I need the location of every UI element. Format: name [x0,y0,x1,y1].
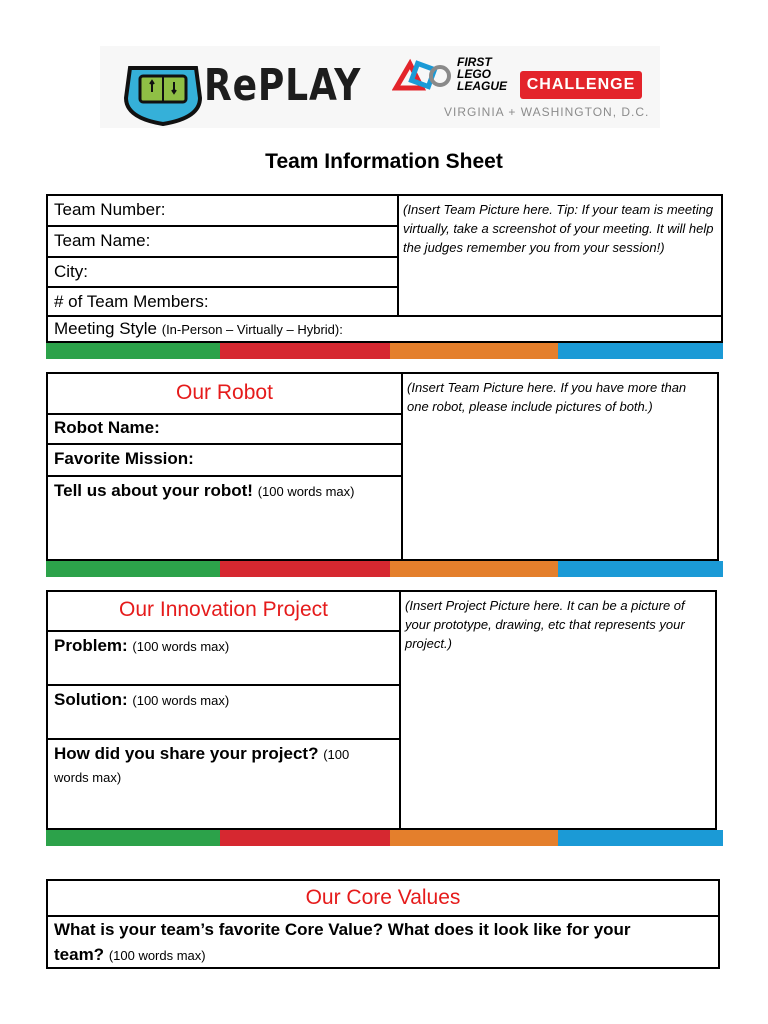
core-value-question-line2: team? [54,945,105,964]
replay-wordmark: RePLAY [204,60,362,111]
divider-blue-segment [558,561,723,577]
divider-orange-segment [390,830,558,846]
challenge-badge: CHALLENGE [520,71,642,99]
color-divider-1 [46,343,723,359]
core-value-field[interactable] [48,917,718,967]
robot-picture-area[interactable] [401,374,717,559]
divider-blue-segment [558,830,723,846]
divider-orange-segment [390,561,558,577]
robot-heading-cell [48,374,403,415]
team-info-table [46,194,723,343]
problem-field[interactable] [48,632,401,686]
replay-shield-logo [122,62,204,128]
meeting-style-label: Meeting Style [54,319,157,338]
share-project-label: How did you share your project? [54,744,319,763]
robot-description-label: Tell us about your robot! [54,481,253,500]
city-label: City: [54,262,88,281]
team-picture-area[interactable] [397,196,721,317]
favorite-mission-label: Favorite Mission: [54,449,194,468]
favorite-mission-field[interactable] [48,445,403,477]
divider-red-segment [220,343,390,359]
team-members-label: # of Team Members: [54,292,209,311]
region-label: VIRGINIA + WASHINGTON, D.C. [444,105,650,119]
problem-label: Problem: [54,636,128,655]
team-picture-note: (Insert Team Picture here. Tip: If your team is meeting virtually, take a screenshot of your meeting. It will help the judges remember you from your session!) [403,202,714,255]
team-name-field[interactable] [48,227,399,258]
meeting-style-options: (In-Person – Virtually – Hybrid): [161,322,343,337]
divider-blue-segment [558,343,723,359]
meeting-style-field[interactable] [48,317,721,341]
color-divider-2 [46,561,723,577]
divider-green-segment [46,343,220,359]
robot-name-label: Robot Name: [54,418,160,437]
robot-description-limit: (100 words max) [257,484,355,499]
team-members-field[interactable] [48,288,399,317]
core-values-heading: Our Core Values [305,886,461,909]
robot-table [46,372,719,561]
core-value-question-line1: What is your team’s favorite Core Value? What does it look like for your [54,920,631,939]
innovation-heading-cell [48,592,401,632]
divider-orange-segment [390,343,558,359]
divider-red-segment [220,830,390,846]
problem-limit: (100 words max) [132,639,230,654]
page-title: Team Information Sheet [265,150,503,173]
robot-heading: Our Robot [176,381,273,404]
core-values-heading-cell [48,881,718,917]
share-project-limit-b: words max) [54,770,122,785]
divider-green-segment [46,561,220,577]
robot-picture-note: (Insert Team Picture here. If you have more than one robot, please include pictures of both.) [407,380,687,414]
team-name-label: Team Name: [54,231,151,250]
fll-wordmark: FIRST LEGO LEAGUE [457,55,508,93]
divider-green-segment [46,830,220,846]
team-number-label: Team Number: [54,200,166,219]
robot-description-field[interactable] [48,477,403,559]
innovation-heading: Our Innovation Project [119,598,328,621]
team-number-field[interactable] [48,196,399,227]
first-lego-league-icon [392,58,454,100]
color-divider-3 [46,830,723,846]
divider-red-segment [220,561,390,577]
robot-name-field[interactable] [48,415,403,445]
core-values-table [46,879,720,969]
solution-limit: (100 words max) [132,693,230,708]
city-field[interactable] [48,258,399,288]
share-project-limit-a: (100 [323,747,350,762]
innovation-table [46,590,717,830]
project-picture-note: (Insert Project Picture here. It can be a picture of your prototype, drawing, etc that represents your project.) [405,598,685,651]
project-picture-area[interactable] [399,592,715,828]
core-value-limit: (100 words max) [108,948,206,963]
share-project-field[interactable] [48,740,401,828]
solution-field[interactable] [48,686,401,740]
solution-label: Solution: [54,690,128,709]
